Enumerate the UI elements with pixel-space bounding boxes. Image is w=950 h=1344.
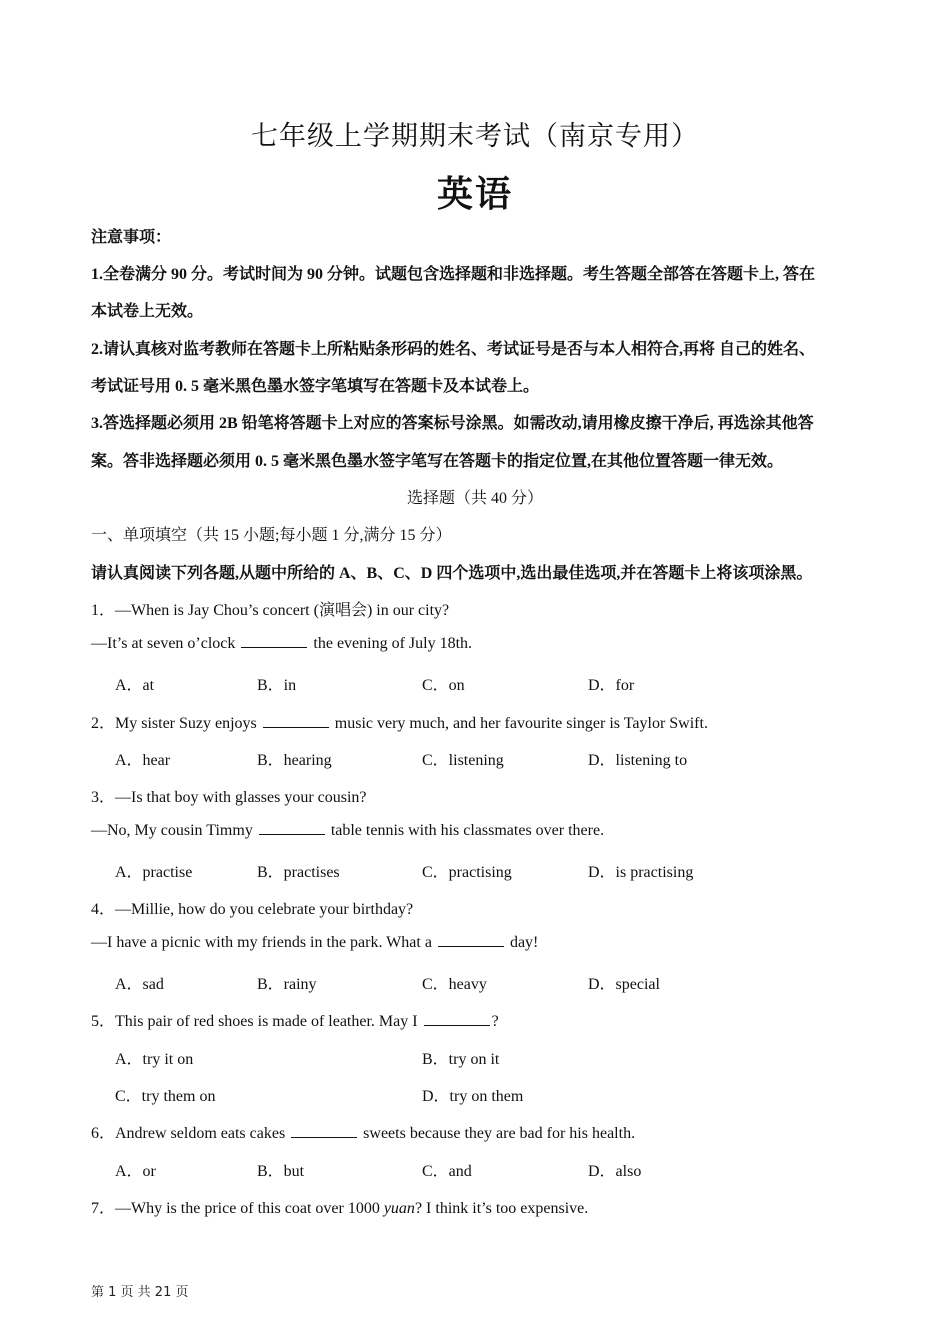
question-1-stem: 1．—When is Jay Chou’s concert (演唱会) in our city?	[91, 602, 450, 619]
question-6-stem: 6．Andrew seldom eats cakes sweets because they are bad for his health.	[91, 1125, 636, 1142]
q4-option-d: D．special	[588, 976, 660, 993]
subject-title: 英语	[436, 174, 513, 214]
q3-option-d: D．is practising	[588, 864, 694, 881]
answer-blank	[259, 834, 325, 835]
q2-option-d: D．listening to	[588, 752, 688, 769]
question-4-stem: 4．—Millie, how do you celebrate your birthday?	[91, 901, 414, 918]
q4-option-a: A．sad	[115, 976, 164, 993]
instruction: 请认真阅读下列各题,从题中所给的 A、B、C、D 四个选项中,选出最佳选项,并在答题卡上将该项涂黑。	[91, 565, 813, 582]
q3-option-c: C．practising	[422, 864, 512, 881]
answer-blank	[263, 727, 329, 728]
q6-option-c: C．and	[422, 1163, 472, 1180]
question-2-stem: 2．My sister Suzy enjoys music very much, and her favourite singer is Taylor Swift.	[91, 715, 708, 732]
q4-option-c: C．heavy	[422, 976, 487, 993]
notice-line-2: 本试卷上无效。	[91, 303, 204, 320]
notice-line-4: 考试证号用 0. 5 毫米黑色墨水签字笔填写在答题卡及本试卷上。	[91, 378, 540, 395]
question-4-line-2: —I have a picnic with my friends in the park. What a day!	[91, 934, 539, 951]
q6-option-d: D．also	[588, 1163, 642, 1180]
q2-option-c: C．listening	[422, 752, 504, 769]
q1-option-a: A．at	[115, 677, 155, 694]
question-7-stem: 7．—Why is the price of this coat over 1000 yuan? I think it’s too expensive.	[91, 1200, 589, 1217]
notice-line-5: 3.答选择题必须用 2B 铅笔将答题卡上对应的答案标号涂黑。如需改动,请用橡皮擦干净后, 再选涂其他答	[91, 415, 814, 432]
question-5-stem: 5．This pair of red shoes is made of leather. May I ?	[91, 1013, 499, 1030]
q3-option-a: A．practise	[115, 864, 193, 881]
q6-option-a: A．or	[115, 1163, 156, 1180]
question-3-stem: 3．—Is that boy with glasses your cousin?	[91, 789, 367, 806]
q2-option-a: A．hear	[115, 752, 171, 769]
question-1-line-2: —It’s at seven o’clock the evening of July 18th.	[91, 635, 473, 652]
section-title: 选择题（共 40 分）	[406, 490, 543, 507]
notice-heading: 注意事项：	[91, 229, 172, 246]
q6-option-b: B．but	[257, 1163, 305, 1180]
part-title: 一、单项填空（共 15 小题;每小题 1 分,满分 15 分）	[91, 527, 452, 544]
answer-blank	[291, 1137, 357, 1138]
answer-blank	[424, 1025, 490, 1026]
q1-option-d: D．for	[588, 677, 635, 694]
notice-line-1: 1.全卷满分 90 分。考试时间为 90 分钟。试题包含选择题和非选择题。考生答题全部答在答题卡上, 答在	[91, 266, 816, 283]
page-footer: 第 1 页 共 21 页	[91, 1285, 189, 1300]
q3-option-b: B．practises	[257, 864, 340, 881]
q1-option-b: B．in	[257, 677, 297, 694]
q5-option-c: C．try them on	[115, 1088, 216, 1105]
answer-blank	[241, 647, 307, 648]
q1-option-c: C．on	[422, 677, 465, 694]
q2-option-b: B．hearing	[257, 752, 332, 769]
notice-line-3: 2.请认真核对监考教师在答题卡上所粘贴条形码的姓名、考试证号是否与本人相符合,再将 自己的姓名、	[91, 341, 816, 358]
q5-option-a: A．try it on	[115, 1051, 194, 1068]
answer-blank	[438, 946, 504, 947]
question-3-line-2: —No, My cousin Timmy table tennis with his classmates over there.	[91, 822, 605, 839]
exam-title: 七年级上学期期末考试（南京专用）	[251, 121, 699, 151]
q4-option-b: B．rainy	[257, 976, 317, 993]
q5-option-d: D．try on them	[422, 1088, 524, 1105]
notice-line-6: 案。答非选择题必须用 0. 5 毫米黑色墨水签字笔写在答题卡的指定位置,在其他位置答题一律无效。	[91, 453, 784, 470]
q5-option-b: B．try on it	[422, 1051, 500, 1068]
